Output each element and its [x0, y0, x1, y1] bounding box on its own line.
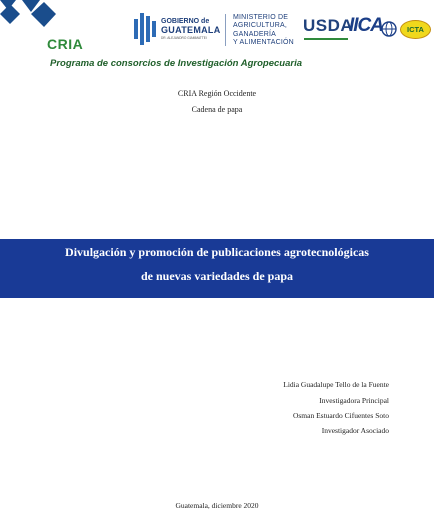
gobierno-line3: DR. ALEJANDRO GIAMMATTEI: [161, 36, 207, 40]
author-name: Lidia Guadalupe Tello de la Fuente: [283, 380, 389, 389]
globe-icon: [381, 21, 397, 37]
author-role: Investigadora Principal: [319, 396, 389, 405]
author-role: Investigador Asociado: [321, 426, 389, 435]
guatemala-emblem-icon: [134, 13, 156, 45]
usda-underline: [304, 38, 348, 40]
chain-label: Cadena de papa: [191, 105, 243, 114]
title-line-2: de nuevas variedades de papa: [140, 269, 294, 283]
region-label: CRIA Región Occidente: [177, 89, 257, 98]
title-banner: [0, 239, 434, 298]
usda-logo: USDA: [303, 16, 354, 35]
ministerio-line: AGRICULTURA,: [233, 22, 287, 30]
ministerio-line: GANADERÍA: [233, 30, 277, 38]
logo-divider: [225, 14, 226, 46]
ministerio-line: Y ALIMENTACIÓN: [233, 39, 294, 47]
ministerio-line: MINISTERIO DE: [233, 14, 289, 21]
icta-logo: ICTA: [400, 20, 431, 39]
gobierno-line2: GUATEMALA: [161, 25, 221, 35]
iica-logo: IICA: [349, 15, 383, 36]
gobierno-line1: GOBIERNO de: [161, 18, 210, 25]
cria-logo-icon: [0, 0, 60, 40]
place-date: Guatemala, diciembre 2020: [175, 501, 259, 510]
ministerio-logo: [233, 14, 294, 48]
gobierno-logo: [161, 18, 221, 40]
author-name: Osman Estuardo Cifuentes Soto: [292, 411, 389, 420]
program-name: Programa de consorcios de Investigación Agropecuaria: [50, 58, 303, 69]
title-line-1: Divulgación y promoción de publicaciones agrotecnológicas: [65, 245, 369, 259]
cria-logo-text: CRIA: [47, 36, 84, 52]
